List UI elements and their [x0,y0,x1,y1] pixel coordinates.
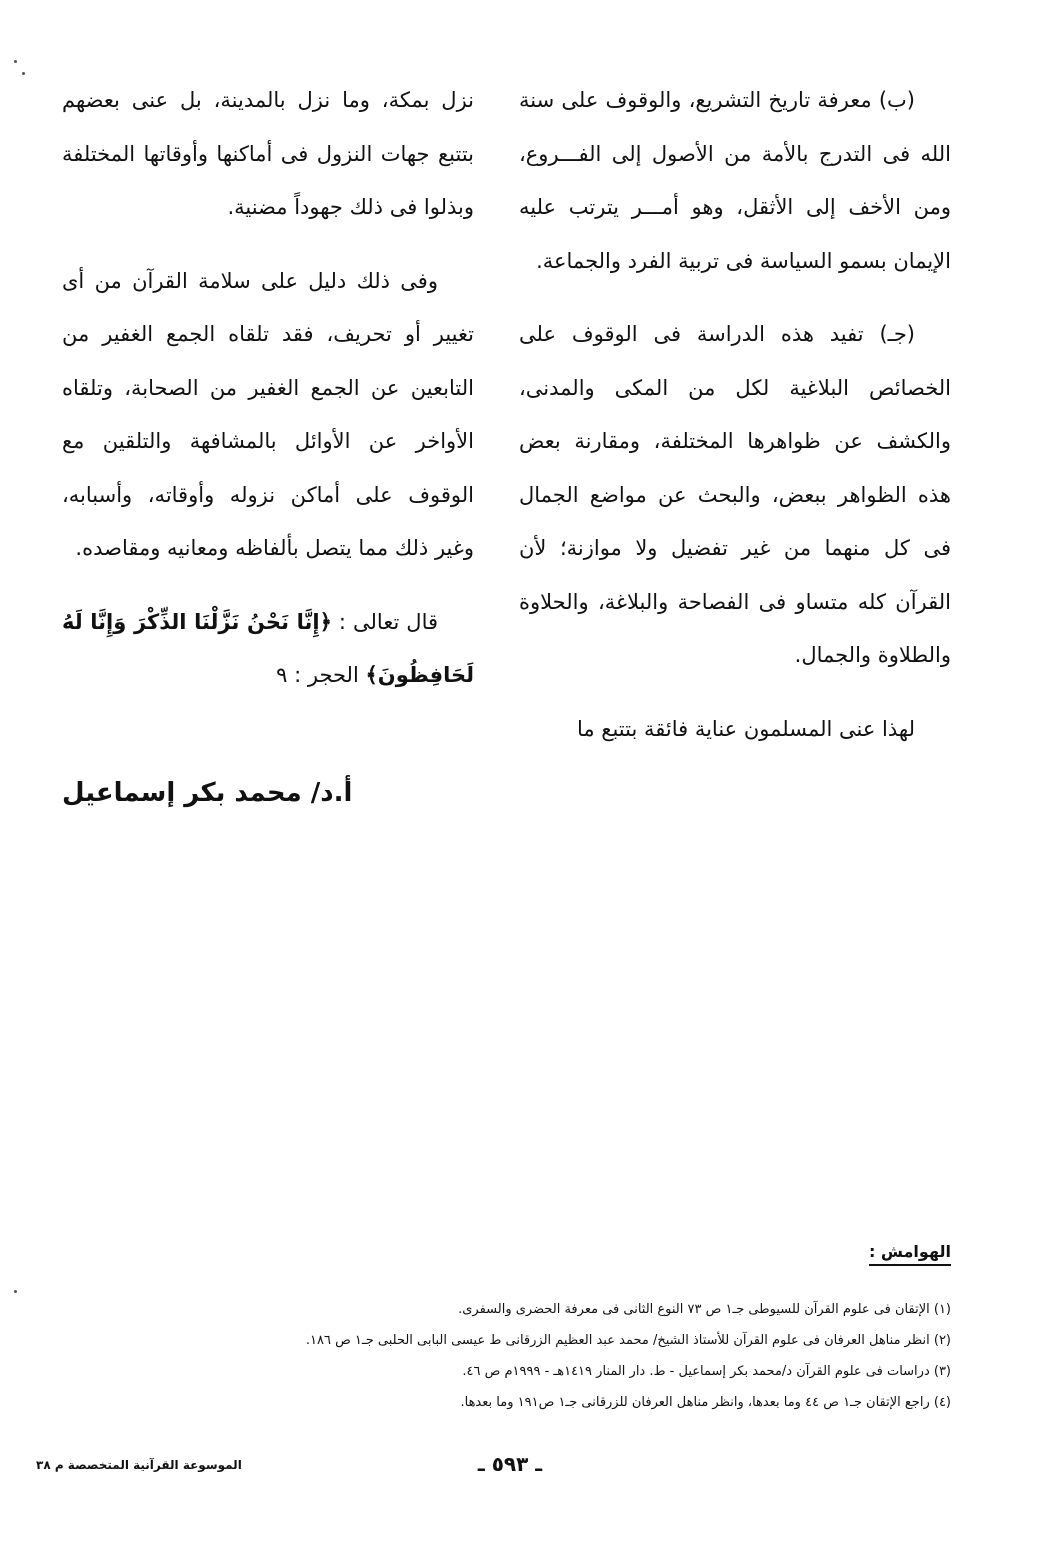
verse-reference: الحجر : ٩ [276,663,359,687]
paragraph-b: (ب) معرفة تاريخ التشريع، والوقوف على سنة الله فى التدرج بالأمة من الأصول إلى الفـــروع، ومن الأخف إلى الأثقل، وهو أمـــر يترتب عليه الإيمان بسمو السياسة فى تربية الفرد والجماعة. [519,88,951,273]
right-column [519,74,951,756]
paragraph-d: لهذا عنى المسلمون عناية فائقة بتتبع ما [576,716,915,741]
author-signature: أ.د/ محمد بكر إسماعيل [62,778,353,808]
verse-text: ﴿إِنَّا نَحْنُ نَزَّلْنَا الذِّكْرَ وَإِنَّا لَهُ لَحَافِظُونَ﴾ [62,609,474,687]
verse-intro: قال تعالى : [338,609,439,634]
scan-speck [22,72,25,75]
footnote-item: (١) الإتقان فى علوم القرآن للسيوطى جـ١ ص ٧٣ النوع الثانى فى معرفة الحضرى والسفرى. [458,1302,951,1317]
series-label: الموسوعة القرآنية المتخصصة م ٣٨ [36,1458,242,1472]
paragraph-a: نزل بمكة، وما نزل بالمدينة، بل عنى بعضهم بتتبع جهات النزول فى أماكنها وأوقاتها المختلفة وبذلوا فى ذلك جهوداً مضنية. [62,88,474,219]
paragraph-evidence: وفى ذلك دليل على سلامة القرآن من أى تغيير أو تحريف، فقد تلقاه الجمع الغفير من التابعين عن الجمع الغفير من الصحابة، وتلقاه الأواخر عن الأوائل بالمشافهة والتلقين مع الوقوف على أماكن نزوله وأوقاته، وأسبابه، وغير ذلك مما يتصل بألفاظه ومعانيه ومقاصده. [62,268,474,560]
footnote-item: (٣) دراسات فى علوم القرآن د/محمد بكر إسماعيل - ط. دار المنار ١٤١٩هـ - ١٩٩٩م ص ٤٦. [462,1364,951,1379]
footnote-item: (٤) راجع الإتقان جـ١ ص ٤٤ وما بعدها، وانظر مناهل العرفان للزرقانى جـ١ ص١٩١ وما بعدها. [460,1395,951,1410]
footnotes-title: الهوامش : [869,1242,951,1266]
page-number: ـ ٥٩٣ ـ [477,1452,543,1476]
scan-speck [14,1290,17,1293]
left-column [62,74,474,703]
paragraph-c: (جـ) تفيد هذه الدراسة فى الوقوف على الخصائص البلاغية لكل من المكى والمدنى، والكشف عن ظواهرها المختلفة، ومقارنة بعض هذه الظواهر ببعض، والبحث عن مواضع الجمال فى كل منهما من غير تفضيل ولا موازنة؛ لأن القرآن كله متساو فى الفصاحة والبلاغة، والحلاوة والطلاوة والجمال. [519,322,951,667]
scan-speck [14,60,17,63]
verse-quote [62,596,474,703]
footnote-item: (٢) انظر مناهل العرفان فى علوم القرآن للأستاذ الشيخ/ محمد عبد العظيم الزرقانى ط عيسى البابى الحلبى جـ١ ص ١٨٦. [305,1333,951,1348]
footnotes-list [81,1294,951,1418]
